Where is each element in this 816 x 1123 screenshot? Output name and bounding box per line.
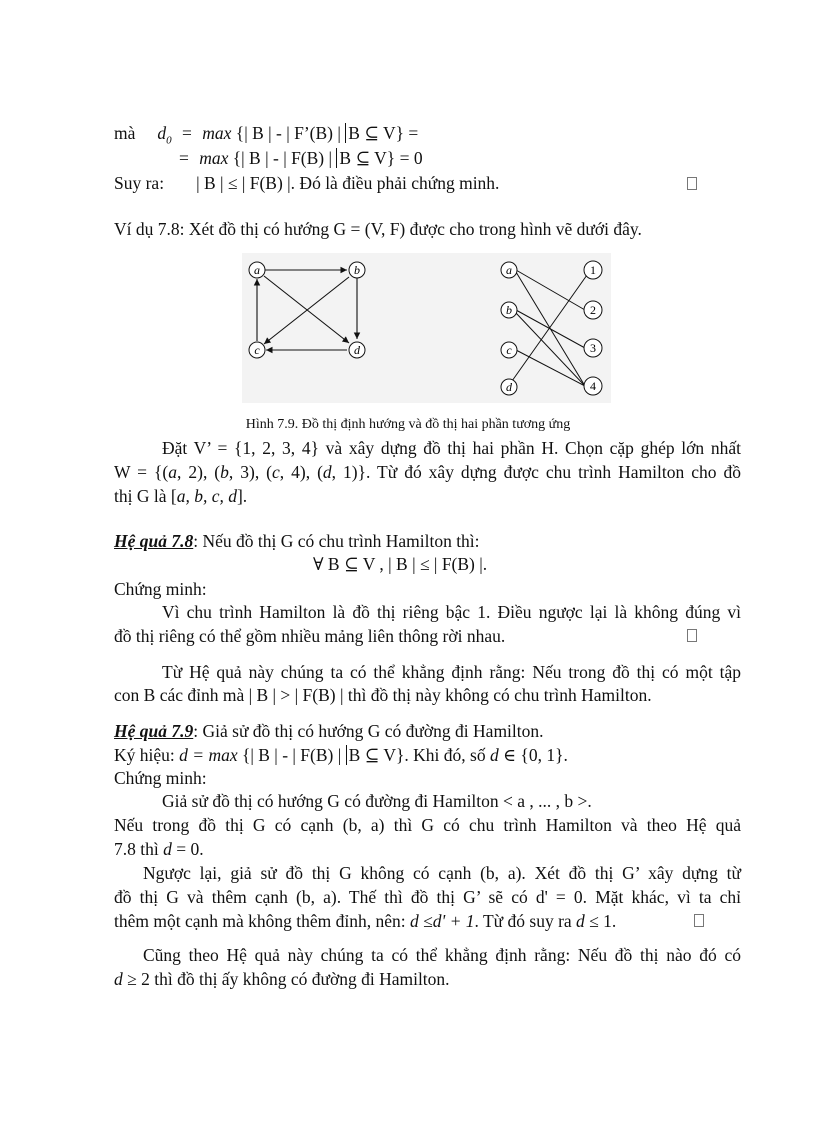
bi-label-1: 1 (590, 263, 596, 277)
corollary-7-9: Hệ quả 7.9: Giả sử đồ thị có hướng G có đường đi Hamilton. (114, 721, 544, 741)
proof-label-2: Chứng minh: (114, 768, 207, 788)
proof2-line6: thêm một cạnh mà không thêm đỉnh, nên: d ≤d' + 1. Từ đó suy ra d ≤ 1. (114, 911, 617, 931)
bi-label-c: c (506, 343, 512, 357)
qed-square-icon (687, 629, 697, 642)
qed-square-icon (687, 177, 697, 190)
corollary-7-8: Hệ quả 7.8: Nếu đồ thị G có chu trình Hamilton thì: (114, 531, 480, 551)
bi-label-4: 4 (590, 379, 596, 393)
conclusion2-line2: d ≥ 2 thì đồ thị ấy không có đường đi Hamilton. (114, 969, 450, 989)
para1-line3: thị G là [a, b, c, d]. (114, 486, 248, 506)
formula-line-2: = max {| B | - | F(B) | B ⊆ V} = 0 (179, 148, 423, 168)
label-b: b (354, 263, 360, 277)
bi-edge-b-3 (516, 310, 585, 348)
suy-ra-line: Suy ra: | B | ≤ | F(B) |. Đó là điều phải chứng minh. (114, 173, 500, 193)
label-a: a (254, 263, 260, 277)
conclusion1-line2: con B các đỉnh mà | B | > | F(B) | thì đồ thị này không có chu trình Hamilton. (114, 685, 652, 705)
bi-label-b: b (506, 303, 512, 317)
qed-square-icon (694, 914, 704, 927)
bi-edge-d-1 (512, 275, 587, 381)
notation-line: Ký hiệu: d = max {| B | - | F(B) | B ⊆ V}. Khi đó, số d ∈ {0, 1}. (114, 745, 568, 765)
figure-caption: Hình 7.9. Đồ thị định hướng và đồ thị hai phần tương ứng (245, 417, 571, 432)
graph-figure (242, 253, 611, 403)
corollary-7-8-formula: ∀ B ⊆ V , | B | ≤ | F(B) |. (313, 554, 488, 574)
proof-label-1: Chứng minh: (114, 579, 207, 599)
proof2-line2: Nếu trong đồ thị G có cạnh (b, a) thì G có chu trình Hamilton và theo Hệ quả (114, 815, 741, 835)
proof1-line2: đồ thị riêng có thể gồm nhiều mảng liên thông rời nhau. (114, 626, 506, 646)
proof2-line5: đồ thị G và thêm cạnh (b, a). Thế thì đồ thị G’ sẽ có d' = 0. Mặt khác, vì ta chỉ (114, 887, 741, 907)
bi-label-3: 3 (590, 341, 596, 355)
proof2-line4: Ngược lại, giả sử đồ thị G không có cạnh (b, a). Xét đồ thị G’ xây dựng từ (143, 863, 741, 883)
proof2-line3: 7.8 thì d = 0. (114, 839, 204, 859)
bi-label-d: d (506, 380, 512, 394)
conclusion2-line1: Cũng theo Hệ quả này chúng ta có thể khẳng định rằng: Nếu đồ thị nào đó có (143, 945, 741, 965)
bi-label-a: a (506, 263, 512, 277)
para1-line2: W = {(a, 2), (b, 3), (c, 4), (d, 1)}. Từ đó xây dựng được chu trình Hamilton cho đồ (114, 462, 741, 482)
proof2-line1: Giả sử đồ thị có hướng G có đường đi Hamilton < a , ... , b >. (162, 791, 592, 811)
label-d: d (354, 343, 360, 357)
formula-line-1: mà $d_0 = \max$ {| B | - | F’(B) | B ⊆ V} = (114, 123, 419, 147)
example-7-8: Ví dụ 7.8: Xét đồ thị có hướng G = (V, F) được cho trong hình vẽ dưới đây. (114, 219, 642, 239)
bi-edge-b-4 (516, 313, 585, 386)
conclusion1-line1: Từ Hệ quả này chúng ta có thể khẳng định rằng: Nếu trong đồ thị có một tập (162, 662, 741, 682)
para1-line1: Đặt V’ = {1, 2, 3, 4} và xây dựng đồ thị hai phần H. Chọn cặp ghép lớn nhất (162, 438, 741, 458)
bi-label-2: 2 (590, 303, 596, 317)
edge-a-d (264, 276, 349, 343)
proof1-line1: Vì chu trình Hamilton là đồ thị riêng bậc 1. Điều ngược lại là không đúng vì (162, 602, 741, 622)
edge-b-c (264, 277, 349, 344)
label-c: c (254, 343, 260, 357)
